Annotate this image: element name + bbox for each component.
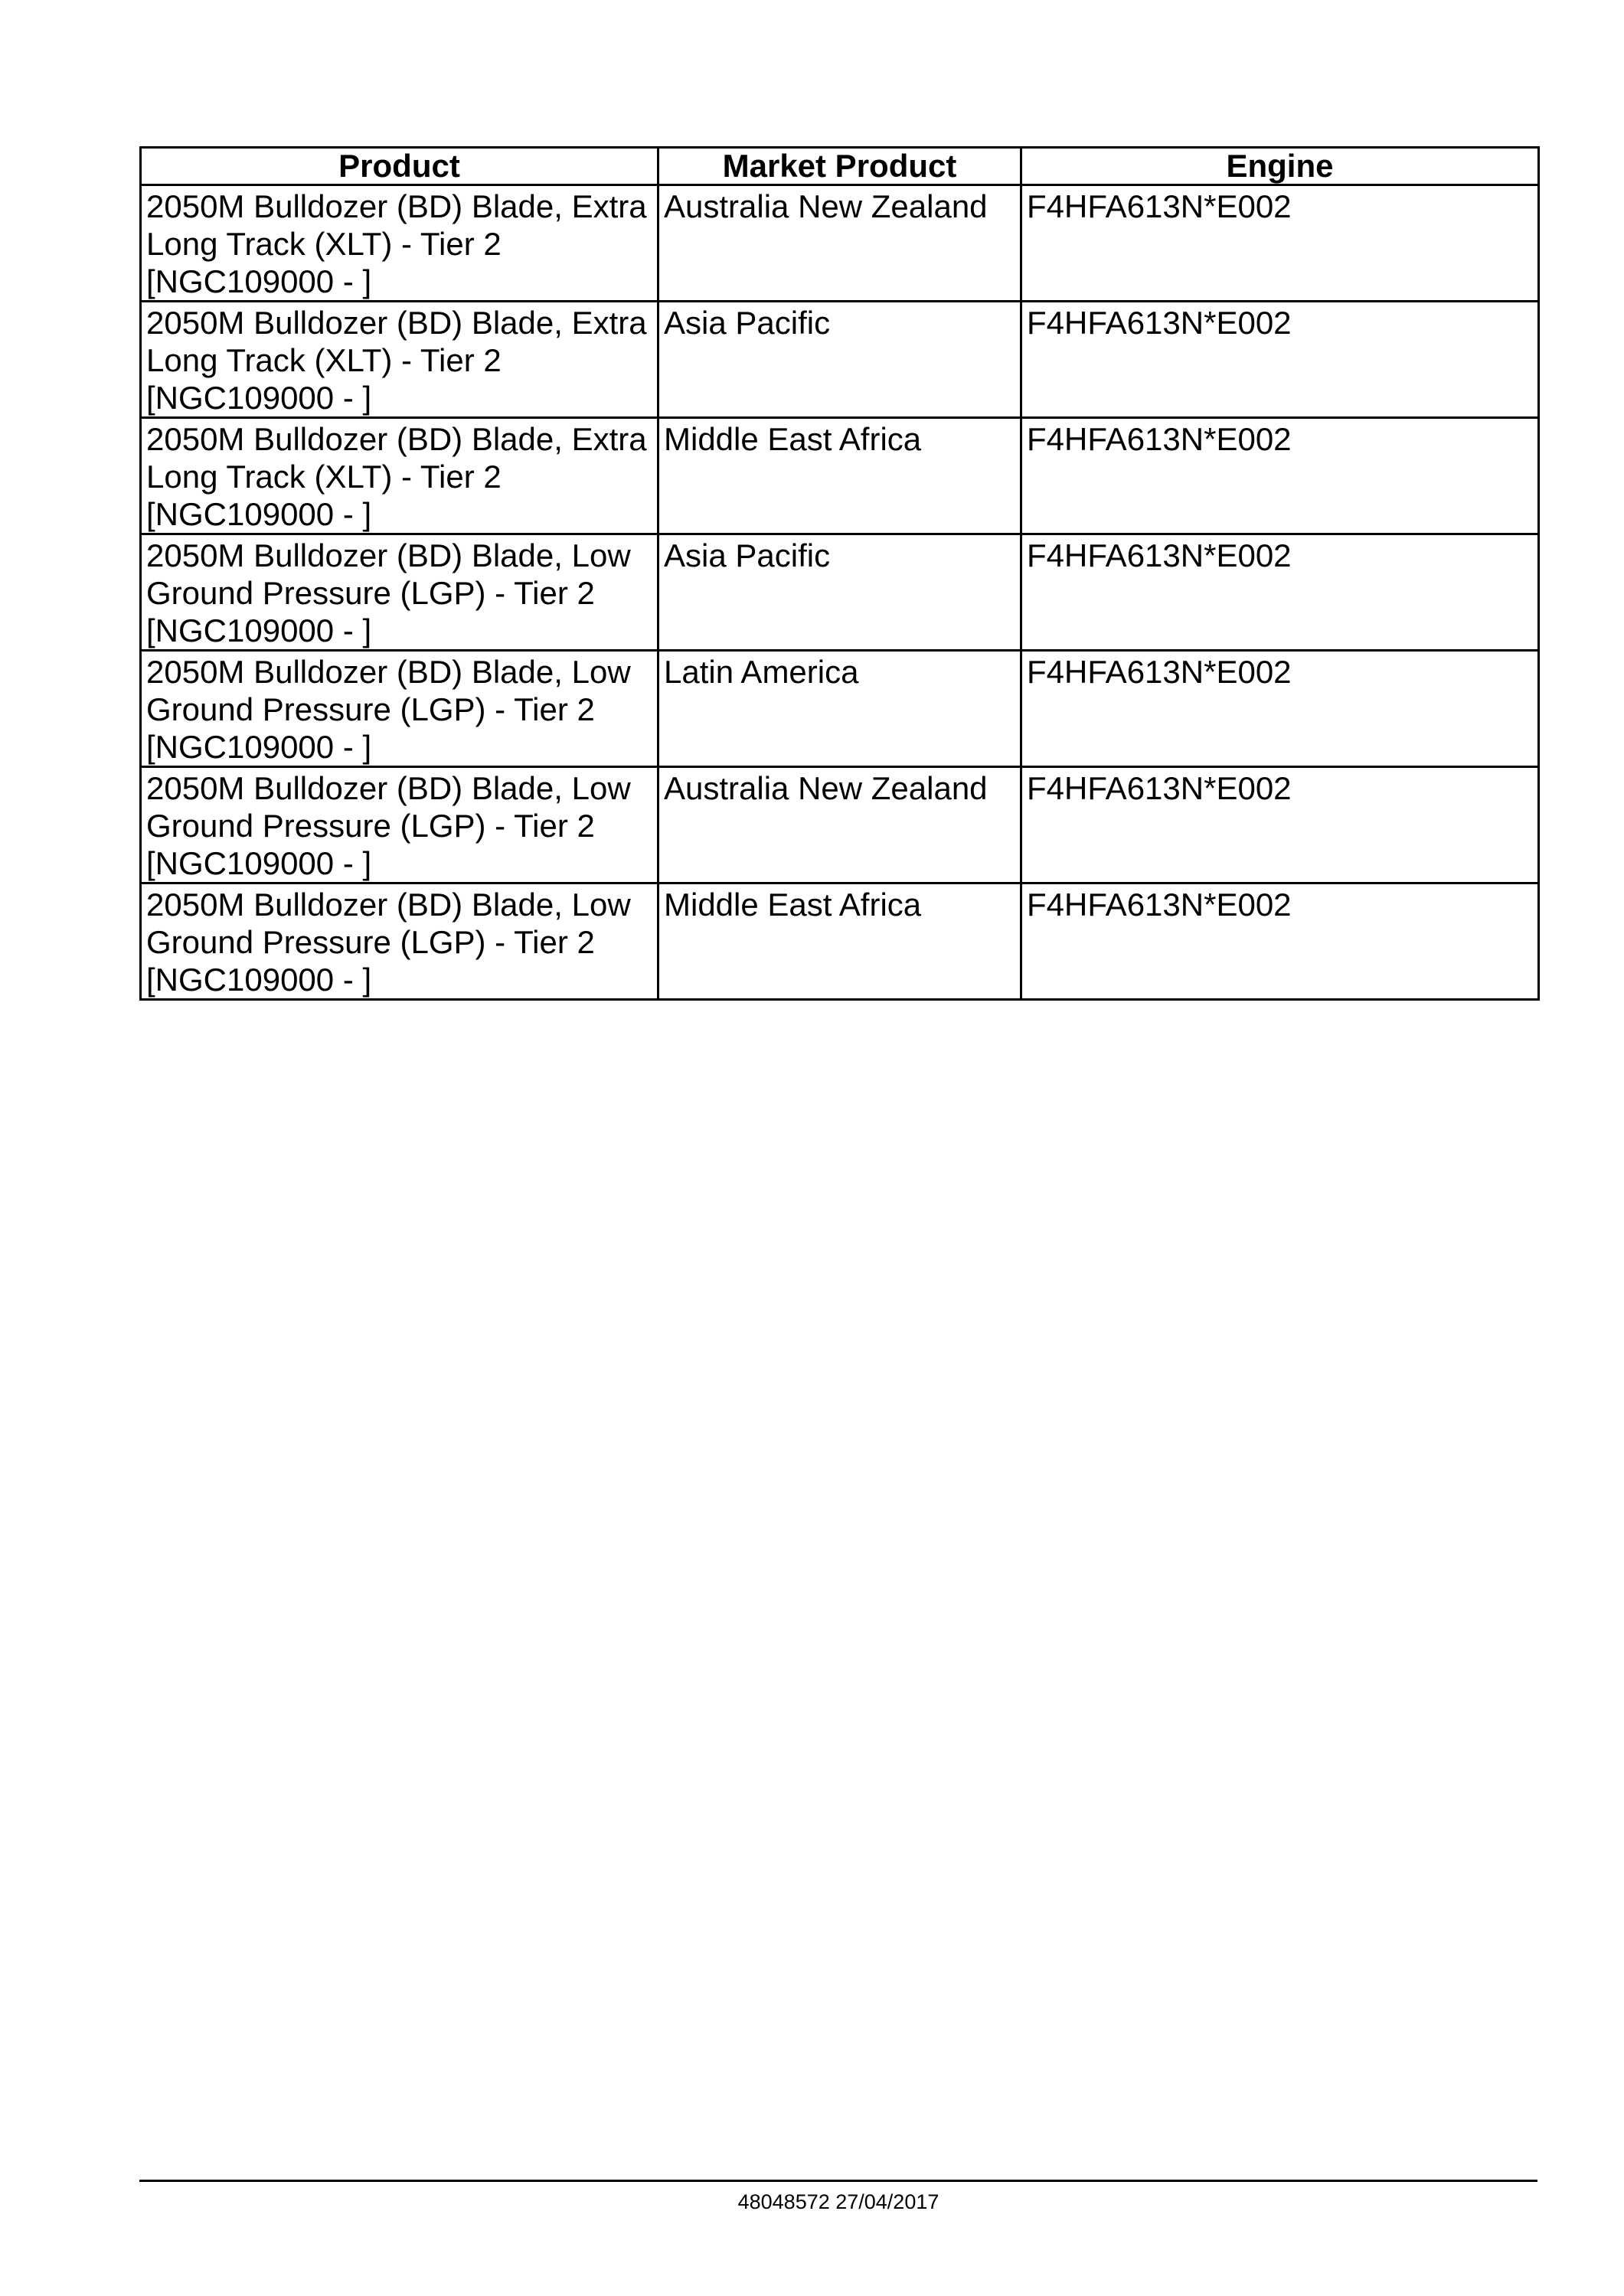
table-row xyxy=(141,767,1539,883)
cell-product: 2050M Bulldozer (BD) Blade, Low Ground Pressure (LGP) - Tier 2 [NGC109000 - ] xyxy=(141,534,658,651)
cell-market-product: Australia New Zealand xyxy=(658,185,1021,302)
table-row xyxy=(141,302,1539,418)
cell-market-product: Middle East Africa xyxy=(658,883,1021,1000)
cell-product: 2050M Bulldozer (BD) Blade, Low Ground Pressure (LGP) - Tier 2 [NGC109000 - ] xyxy=(141,651,658,767)
cell-market-product: Australia New Zealand xyxy=(658,767,1021,883)
cell-engine: F4HFA613N*E002 xyxy=(1021,767,1539,883)
cell-product: 2050M Bulldozer (BD) Blade, Extra Long Track (XLT) - Tier 2 [NGC109000 - ] xyxy=(141,185,658,302)
cell-market-product: Asia Pacific xyxy=(658,302,1021,418)
cell-product: 2050M Bulldozer (BD) Blade, Extra Long Track (XLT) - Tier 2 [NGC109000 - ] xyxy=(141,302,658,418)
cell-product: 2050M Bulldozer (BD) Blade, Low Ground Pressure (LGP) - Tier 2 [NGC109000 - ] xyxy=(141,767,658,883)
header-market-product: Market Product xyxy=(658,148,1021,185)
cell-market-product: Latin America xyxy=(658,651,1021,767)
cell-engine: F4HFA613N*E002 xyxy=(1021,651,1539,767)
footer-document-id: 48048572 27/04/2017 xyxy=(737,2190,939,2213)
footer-divider xyxy=(139,2180,1537,2182)
cell-engine: F4HFA613N*E002 xyxy=(1021,418,1539,534)
product-engine-table xyxy=(139,146,1540,1001)
cell-product: 2050M Bulldozer (BD) Blade, Extra Long Track (XLT) - Tier 2 [NGC109000 - ] xyxy=(141,418,658,534)
cell-engine: F4HFA613N*E002 xyxy=(1021,185,1539,302)
table-row xyxy=(141,651,1539,767)
cell-market-product: Middle East Africa xyxy=(658,418,1021,534)
cell-engine: F4HFA613N*E002 xyxy=(1021,534,1539,651)
table-header-row xyxy=(141,148,1539,185)
cell-market-product: Asia Pacific xyxy=(658,534,1021,651)
cell-product: 2050M Bulldozer (BD) Blade, Low Ground Pressure (LGP) - Tier 2 [NGC109000 - ] xyxy=(141,883,658,1000)
table-row xyxy=(141,883,1539,1000)
table-row xyxy=(141,185,1539,302)
cell-engine: F4HFA613N*E002 xyxy=(1021,883,1539,1000)
table-row xyxy=(141,534,1539,651)
table-row xyxy=(141,418,1539,534)
cell-engine: F4HFA613N*E002 xyxy=(1021,302,1539,418)
header-product: Product xyxy=(141,148,658,185)
header-engine: Engine xyxy=(1021,148,1539,185)
